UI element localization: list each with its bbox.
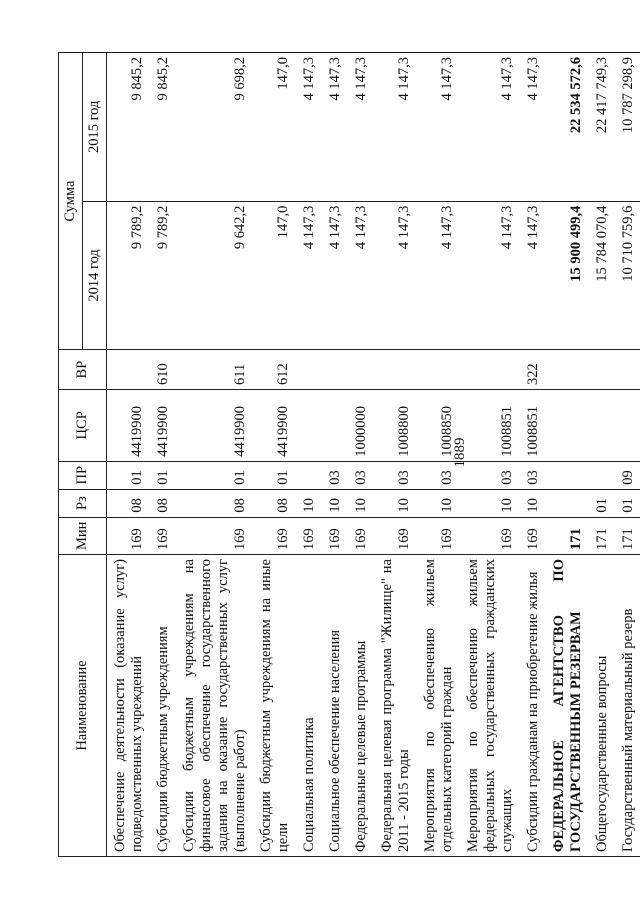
row-rz: 01 bbox=[615, 489, 640, 517]
row-min: 169 bbox=[520, 517, 546, 554]
table-row bbox=[176, 53, 253, 857]
row-min: 171 bbox=[546, 517, 589, 554]
row-csr: 1008851 bbox=[460, 389, 520, 461]
row-vr: 612 bbox=[253, 350, 296, 390]
row-name: Мероприятия по обеспечению жильем отдельных категорий граждан bbox=[417, 555, 460, 857]
row-name: Социальное обеспечение населения bbox=[322, 555, 348, 857]
row-pr: 01 bbox=[253, 461, 296, 489]
row-rz: 08 bbox=[176, 489, 253, 517]
row-sum-2014: 4 147,3 bbox=[348, 201, 374, 350]
row-pr: 03 bbox=[460, 461, 520, 489]
row-vr bbox=[107, 350, 151, 390]
header-2014: 2014 год bbox=[83, 201, 107, 350]
row-vr bbox=[296, 350, 322, 390]
row-sum-2014: 4 147,3 bbox=[460, 201, 520, 350]
row-min: 169 bbox=[176, 517, 253, 554]
row-sum-2015: 22 534 572,6 bbox=[546, 53, 589, 202]
header-pr: ПР bbox=[59, 461, 107, 489]
row-csr bbox=[589, 389, 615, 461]
row-sum-2015: 4 147,3 bbox=[348, 53, 374, 202]
row-min: 169 bbox=[322, 517, 348, 554]
row-csr: 4419900 bbox=[253, 389, 296, 461]
row-vr bbox=[460, 350, 520, 390]
table-row bbox=[322, 53, 348, 857]
row-sum-2015: 147,0 bbox=[253, 53, 296, 202]
row-name: Федеральные целевые программы bbox=[348, 555, 374, 857]
row-rz: 10 bbox=[460, 489, 520, 517]
row-csr bbox=[322, 389, 348, 461]
row-rz: 08 bbox=[253, 489, 296, 517]
header-csr: ЦСР bbox=[59, 389, 107, 461]
row-sum-2014: 9 642,2 bbox=[176, 201, 253, 350]
row-pr bbox=[546, 461, 589, 489]
row-vr bbox=[374, 350, 417, 390]
row-sum-2014: 4 147,3 bbox=[417, 201, 460, 350]
row-csr bbox=[296, 389, 322, 461]
row-csr: 1008850 bbox=[417, 389, 460, 461]
row-sum-2015: 10 787 298,9 bbox=[615, 53, 640, 202]
row-rz: 08 bbox=[150, 489, 176, 517]
row-pr: 03 bbox=[322, 461, 348, 489]
row-min: 169 bbox=[296, 517, 322, 554]
row-pr: 01 bbox=[150, 461, 176, 489]
row-rz: 10 bbox=[417, 489, 460, 517]
row-sum-2014: 9 789,2 bbox=[150, 201, 176, 350]
row-sum-2014: 4 147,3 bbox=[322, 201, 348, 350]
header-vr: ВР bbox=[59, 350, 107, 390]
row-vr bbox=[322, 350, 348, 390]
row-name: Обеспечение деятельности (оказание услуг) подведомственных учреждений bbox=[107, 555, 151, 857]
row-sum-2015: 4 147,3 bbox=[296, 53, 322, 202]
row-sum-2014: 147,0 bbox=[253, 201, 296, 350]
row-min: 169 bbox=[374, 517, 417, 554]
row-rz: 10 bbox=[322, 489, 348, 517]
row-pr: 03 bbox=[348, 461, 374, 489]
row-rz: 10 bbox=[374, 489, 417, 517]
row-pr bbox=[589, 461, 615, 489]
row-sum-2014: 10 710 759,6 bbox=[615, 201, 640, 350]
row-vr bbox=[417, 350, 460, 390]
row-rz bbox=[546, 489, 589, 517]
row-sum-2014: 15 900 499,4 bbox=[546, 201, 589, 350]
row-sum-2014: 4 147,3 bbox=[296, 201, 322, 350]
row-vr bbox=[546, 350, 589, 390]
row-min: 171 bbox=[615, 517, 640, 554]
row-sum-2015: 9 845,2 bbox=[107, 53, 151, 202]
row-csr: 1008800 bbox=[374, 389, 417, 461]
row-min: 169 bbox=[417, 517, 460, 554]
row-sum-2014: 9 789,2 bbox=[107, 201, 151, 350]
row-csr: 4419900 bbox=[107, 389, 151, 461]
row-sum-2015: 4 147,3 bbox=[417, 53, 460, 202]
row-vr: 610 bbox=[150, 350, 176, 390]
row-csr bbox=[546, 389, 589, 461]
row-pr: 09 bbox=[615, 461, 640, 489]
table-row bbox=[348, 53, 374, 857]
row-csr: 1008851 bbox=[520, 389, 546, 461]
table-row bbox=[417, 53, 460, 857]
row-name: Государственный материальный резерв bbox=[615, 555, 640, 857]
row-pr: 03 bbox=[417, 461, 460, 489]
row-csr: 1000000 bbox=[348, 389, 374, 461]
budget-table bbox=[58, 52, 640, 857]
row-min: 169 bbox=[150, 517, 176, 554]
row-sum-2014: 4 147,3 bbox=[520, 201, 546, 350]
row-pr bbox=[296, 461, 322, 489]
row-sum-2015: 22 417 749,3 bbox=[589, 53, 615, 202]
table-row bbox=[460, 53, 520, 857]
row-pr: 01 bbox=[107, 461, 151, 489]
row-sum-2015: 4 147,3 bbox=[520, 53, 546, 202]
row-csr: 4419900 bbox=[150, 389, 176, 461]
row-vr: 322 bbox=[520, 350, 546, 390]
header-rz: Рз bbox=[59, 489, 107, 517]
header-min: Мин bbox=[59, 517, 107, 554]
header-sum: Сумма bbox=[59, 53, 83, 350]
row-min: 169 bbox=[348, 517, 374, 554]
row-csr: 4419900 bbox=[176, 389, 253, 461]
table-header bbox=[59, 53, 107, 857]
row-name: Мероприятия по обеспечению жильем федеральных государственных гражданских служащих bbox=[460, 555, 520, 857]
table-row bbox=[150, 53, 176, 857]
row-rz: 01 bbox=[589, 489, 615, 517]
row-csr bbox=[615, 389, 640, 461]
row-vr bbox=[615, 350, 640, 390]
page-number: 1889 bbox=[452, 437, 468, 468]
row-pr: 03 bbox=[520, 461, 546, 489]
row-sum-2015: 9 698,2 bbox=[176, 53, 253, 202]
row-min: 171 bbox=[589, 517, 615, 554]
table-row bbox=[374, 53, 417, 857]
row-name: Федеральная целевая программа "Жилище" на 2011 - 2015 годы bbox=[374, 555, 417, 857]
row-name: ФЕДЕРАЛЬНОЕ АГЕНТСТВО ПО ГОСУДАРСТВЕННЫМ РЕЗЕРВАМ bbox=[546, 555, 589, 857]
row-sum-2014: 4 147,3 bbox=[374, 201, 417, 350]
row-pr: 03 bbox=[374, 461, 417, 489]
row-sum-2015: 4 147,3 bbox=[374, 53, 417, 202]
row-rz: 08 bbox=[107, 489, 151, 517]
row-vr bbox=[348, 350, 374, 390]
row-name: Общегосударственные вопросы bbox=[589, 555, 615, 857]
table-row bbox=[296, 53, 322, 857]
row-min: 169 bbox=[107, 517, 151, 554]
table-row bbox=[546, 53, 589, 857]
table-row bbox=[589, 53, 615, 857]
table-row bbox=[615, 53, 640, 857]
row-min: 169 bbox=[253, 517, 296, 554]
row-min: 169 bbox=[460, 517, 520, 554]
row-name: Субсидии гражданам на приобретение жилья bbox=[520, 555, 546, 857]
row-sum-2015: 9 845,2 bbox=[150, 53, 176, 202]
table-body bbox=[107, 53, 640, 857]
table-row bbox=[520, 53, 546, 857]
row-rz: 10 bbox=[348, 489, 374, 517]
table-row bbox=[107, 53, 151, 857]
row-name: Социальная политика bbox=[296, 555, 322, 857]
row-name: Субсидии бюджетным учреждениям на финансовое обеспечение государственного задания на оказание государственных услуг (выполнение работ) bbox=[176, 555, 253, 857]
row-name: Субсидии бюджетным учреждениям на иные цели bbox=[253, 555, 296, 857]
header-name: Наименование bbox=[59, 555, 107, 857]
row-pr: 01 bbox=[176, 461, 253, 489]
row-sum-2015: 4 147,3 bbox=[460, 53, 520, 202]
table-row bbox=[253, 53, 296, 857]
row-name: Субсидии бюджетным учреждениям bbox=[150, 555, 176, 857]
row-sum-2014: 15 784 070,4 bbox=[589, 201, 615, 350]
row-rz: 10 bbox=[520, 489, 546, 517]
row-rz: 10 bbox=[296, 489, 322, 517]
row-vr: 611 bbox=[176, 350, 253, 390]
row-vr bbox=[589, 350, 615, 390]
row-sum-2015: 4 147,3 bbox=[322, 53, 348, 202]
header-2015: 2015 год bbox=[83, 53, 107, 202]
